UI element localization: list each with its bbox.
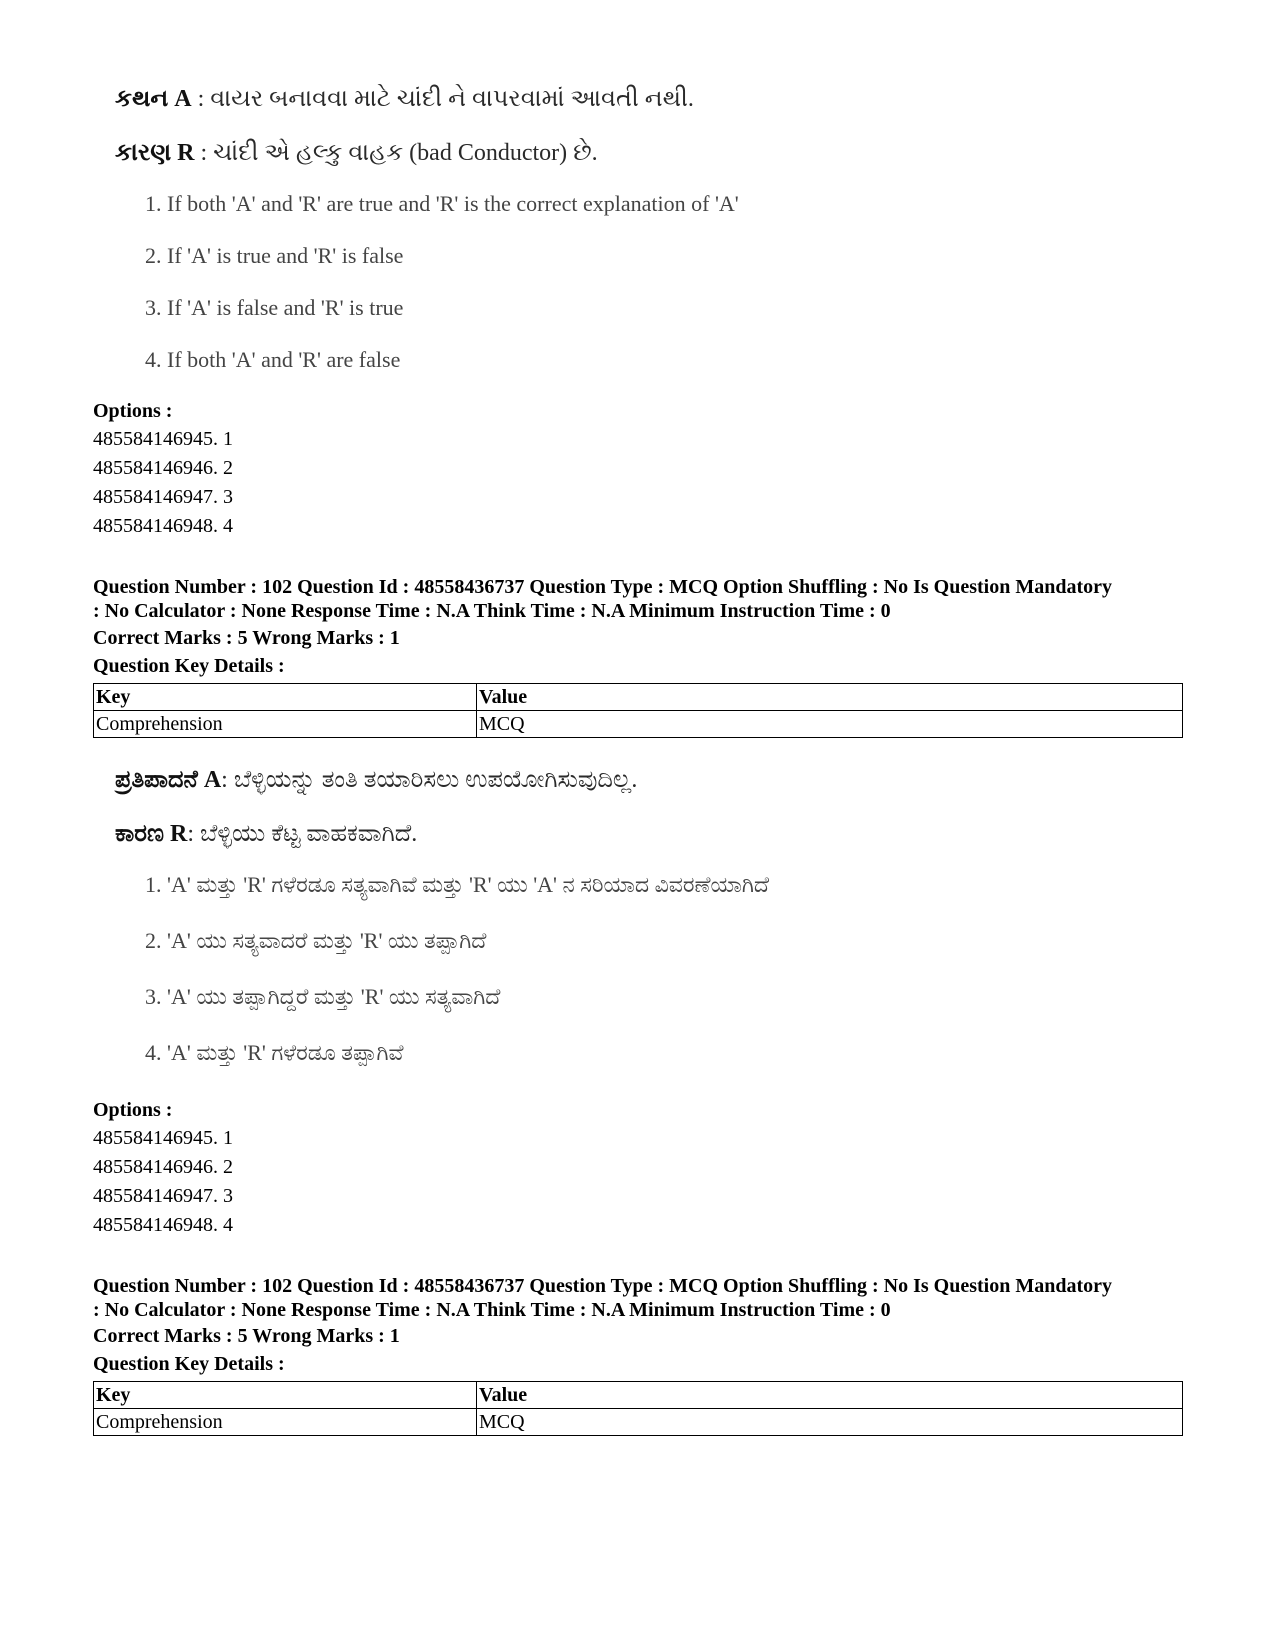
key-details-table (93, 1381, 1183, 1436)
statement-a: કથન A : વાયર બનાવવા માટે ચાંદી ને વાપરવામાં આવતી નથી. (115, 86, 694, 112)
choice-4: 4. 'A' ಮತ್ತು 'R' ಗಳೆರಡೂ ತಪ್ಪಾಗಿವೆ (145, 1040, 404, 1065)
option-item: 485584146945. 1 (93, 1127, 233, 1149)
question-meta (93, 1274, 1193, 1322)
header-key: Key (94, 1382, 477, 1409)
options-label: Options : (93, 400, 173, 422)
option-item: 485584146946. 2 (93, 1156, 233, 1178)
option-item: 485584146947. 3 (93, 486, 233, 508)
options-label: Options : (93, 1099, 173, 1121)
choice-1: 1. If both 'A' and 'R' are true and 'R' is the correct explanation of 'A' (145, 191, 739, 216)
option-item: 485584146946. 2 (93, 457, 233, 479)
choice-3: 3. If 'A' is false and 'R' is true (145, 295, 404, 320)
choice-4: 4. If both 'A' and 'R' are false (145, 347, 401, 372)
marks-line: Correct Marks : 5 Wrong Marks : 1 (93, 627, 400, 649)
options-list (93, 1124, 233, 1240)
meta-line-2: : No Calculator : None Response Time : N.A Think Time : N.A Minimum Instruction Time : 0 (93, 1299, 891, 1321)
table-row (94, 1409, 1183, 1436)
choice-2: 2. 'A' ಯು ಸತ್ಯವಾದರೆ ಮತ್ತು 'R' ಯು ತಪ್ಪಾಗಿದೆ (145, 928, 487, 953)
key-details-label: Question Key Details : (93, 1353, 285, 1375)
table-row (94, 711, 1183, 738)
cell-value: MCQ (477, 1409, 1183, 1436)
meta-line-1: Question Number : 102 Question Id : 48558436737 Question Type : MCQ Option Shuffling : No Is Question Mandatory (93, 576, 1112, 598)
options-list (93, 425, 233, 541)
cell-key: Comprehension (94, 711, 477, 738)
key-details-table (93, 683, 1183, 738)
reason-r: ಕಾರಣ R: ಬೆಳ್ಳಿಯು ಕೆಟ್ಟ ವಾಹಕವಾಗಿದೆ. (115, 821, 418, 847)
cell-value: MCQ (477, 711, 1183, 738)
header-value: Value (477, 1382, 1183, 1409)
reason-r: કારણ R : ચાંદી એ હલ્કુ વાહક (bad Conductor) છે. (115, 140, 598, 166)
question-meta (93, 575, 1193, 623)
key-details-label: Question Key Details : (93, 655, 285, 677)
option-item: 485584146948. 4 (93, 515, 233, 537)
table-header-row (94, 1382, 1183, 1409)
choice-3: 3. 'A' ಯು ತಪ್ಪಾಗಿದ್ದರೆ ಮತ್ತು 'R' ಯು ಸತ್ಯವಾಗಿದೆ (145, 984, 501, 1009)
header-key: Key (94, 684, 477, 711)
choice-1: 1. 'A' ಮತ್ತು 'R' ಗಳೆರಡೂ ಸತ್ಯವಾಗಿವೆ ಮತ್ತು 'R' ಯು 'A' ನ ಸರಿಯಾದ ವಿವರಣೆಯಾಗಿದೆ (145, 872, 770, 897)
table-header-row (94, 684, 1183, 711)
statement-a: ಪ್ರತಿಪಾದನೆ A: ಬೆಳ್ಳಿಯನ್ನು ತಂತಿ ತಯಾರಿಸಲು ಉಪಯೋಗಿಸುವುದಿಲ್ಲ. (115, 767, 638, 793)
choice-2: 2. If 'A' is true and 'R' is false (145, 243, 404, 268)
marks-line: Correct Marks : 5 Wrong Marks : 1 (93, 1325, 400, 1347)
question-image-gujarati (115, 84, 739, 374)
meta-line-2: : No Calculator : None Response Time : N.A Think Time : N.A Minimum Instruction Time : 0 (93, 600, 891, 622)
meta-line-1: Question Number : 102 Question Id : 48558436737 Question Type : MCQ Option Shuffling : No Is Question Mandatory (93, 1275, 1112, 1297)
cell-key: Comprehension (94, 1409, 477, 1436)
option-item: 485584146947. 3 (93, 1185, 233, 1207)
option-item: 485584146948. 4 (93, 1214, 233, 1236)
header-value: Value (477, 684, 1183, 711)
option-item: 485584146945. 1 (93, 428, 233, 450)
question-image-kannada (115, 765, 769, 1067)
